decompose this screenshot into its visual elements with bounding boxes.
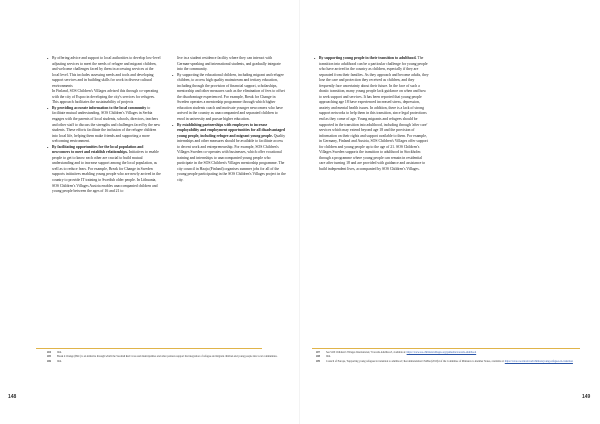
left-page-number: 148	[8, 394, 17, 400]
paragraph-text: By offering advice and support to local authorities to develop low-level adjusting services to meet the needs of refugee and migrant children, and welcome challenges faced by them in accessing services at the local level. This includes assessing needs and tools and developing support services and in building skills for work in diverse cultural environments	[52, 56, 161, 88]
footnote-link[interactable]: https://www.sos-childrensvillages.org/getmedia/towards-adulthood	[406, 351, 477, 354]
footnote-body: Council of Europe, 'Supporting young refugees in transition to adulthood', Recommendation CM/Rec(2019)4 of the Committee of Ministers to member States, available at:	[326, 359, 505, 363]
bullet-paragraph	[172, 73, 286, 123]
left-page-column-2	[172, 56, 286, 184]
paragraph-text: The transition into adulthood can be a particular challenge for young people who have arrived in the country as children, especially if they are separated from their families. As they approach and become adults, they lose the care and protection they received as children, and they frequently face uncertainty about their future. In the face of such a drastic transition, many young people lack guidance on when and how to seek support and services. It has been reported that young people approaching age 18 have experienced increased stress, depression, anxiety and mental health issues. In addition, there is a lack of strong support networks to help them in this transition, since legal protections end as they come of age. Young migrants and refugees should be supported in the transition into adulthood, including through 'after care' services which may extend beyond age 18 and the provision of information on their rights and support available to them. For example, in Germany, Finland and Austria, SOS Children's Villages offer support for children and young people up to the age of 21. SOS Children's Villages Sweden supports the transition to adulthood in Stockholm through a programme where young people can remain in residential care after turning 18 and are provided with guidance and assistance to build independent lives, accompanied by SOS Children's Villages.	[319, 56, 429, 171]
bullet-lead-text: By supporting young people in their transition to adulthood.	[319, 56, 417, 60]
footnote-number: 207	[316, 351, 320, 354]
paragraph	[172, 56, 286, 73]
bullet-lead-text: By facilitating opportunities for the local population and newcomers to meet and establish relationships.	[52, 144, 144, 155]
paragraph-text: live in a student residence facility where they can interact with German-speaking and international students, and gradually integrate into the community.	[177, 56, 281, 72]
footnote-text	[326, 351, 580, 355]
paragraph	[47, 89, 161, 106]
footnote-text	[57, 360, 279, 364]
footnote-divider	[312, 348, 580, 349]
footnote-text	[326, 360, 580, 364]
left-page-column-1	[47, 56, 161, 195]
footnote	[47, 360, 279, 364]
footnote-divider	[36, 348, 262, 349]
footnote	[316, 355, 580, 359]
right-page-column-1	[314, 56, 429, 172]
footnote-body: Ibid.	[326, 355, 331, 359]
bullet-paragraph	[172, 123, 286, 184]
footnote-number: 208	[316, 355, 320, 359]
footnote-body: Ibid.	[57, 359, 62, 363]
footnote	[47, 355, 279, 359]
right-page-footnotes	[316, 351, 580, 364]
left-page-footnotes	[47, 351, 279, 364]
bullet-lead-text: By providing accurate information to the local community	[52, 105, 147, 110]
paragraph-text: By supporting the educational children, including migrant and refugee children, to access high quality mainstream and tertiary education, including through the provision of financial support, scholarships, mentorship and other measures such as the elimination of fees to offset the disadvantage experienced. For example, Break for Change in Sweden operates a mentorship programme through which higher education students coach and motivate younger newcomers who have arrived in the country as unaccompanied and separated children to enrol in university and pursue higher education.	[177, 72, 285, 122]
right-page	[300, 0, 600, 424]
paragraph-text: Quality internships and other measures should be available to facilitate access to decent work and entrepreneurship. For example, SOS Children's Villages Sweden co-operates with businesses, which offer vocational training and internships to unaccompanied young people who participate in the SOS Children's Villages mentorship programme. The city council in Haaja (Finland) organises summer jobs for all of the young people participating in the SOS Children's Villages project in the city.	[177, 133, 286, 183]
footnote	[47, 351, 279, 355]
footnote-body: Break 4 Change (B4C) is an initiative through which the Swedish Red Cross and municipalities and other partners support the integration of refugee and migrant children and young people into local communities.	[57, 355, 278, 359]
footnote-text	[326, 355, 580, 359]
bullet-paragraph	[47, 106, 161, 145]
footnote-number: 205	[47, 355, 51, 359]
footnote-text	[57, 351, 279, 355]
footnote-body: See SOS Children's Villages International, 'Towards Adulthood', available at:	[326, 351, 407, 354]
footnote	[316, 351, 580, 355]
footnote-link[interactable]: https://www.coe.int/en/web/children/young-refugees-in-transition	[504, 359, 573, 363]
bullet-paragraph	[47, 145, 161, 195]
right-page-number: 149	[582, 394, 591, 400]
bullet-paragraph	[47, 56, 161, 89]
footnote-body: Ibid.	[57, 351, 62, 354]
bullet-lead-text: By establishing partnerships with employers to increase employability and employment opportunities for all disadvantaged young people, including refugee and migrant young people.	[177, 122, 285, 138]
paragraph-text: Initiatives to enable people to get to know each other are crucial to build mutual understanding and to increase support among the local population, as well as to reduce fears. For example, Break for Change in Sweden supports initiatives enabling young people who are newly arrived in the country to provide IT training to Swedish older people. In Lithuania, SOS Children's Villages Austria enables unaccompanied children and young people between the ages of 16 and 21 to	[52, 150, 161, 194]
footnote-number: 209	[316, 359, 320, 363]
paragraph-text: to facilitate mutual understanding. SOS Children's Villages in Serbia engages with the parents of local students, schools, directors, teachers and other staff to discuss the strengths and challenges faced by the new students. These efforts facilitate the inclusion of the refugee children into local life, helping them make friends and supporting a more welcoming environment.	[52, 105, 161, 144]
footnote-number: 204	[47, 351, 51, 354]
bullet-paragraph	[314, 56, 429, 172]
footnote-number: 206	[47, 359, 51, 363]
paragraph-text: In Finland, SOS Children's Villages advised this through co-operating with the city of Espoo in developing the city's services for refugees. This approach facilitates the sustainability of projects	[52, 89, 159, 105]
footnote	[316, 360, 580, 364]
footnote-text	[57, 355, 279, 359]
